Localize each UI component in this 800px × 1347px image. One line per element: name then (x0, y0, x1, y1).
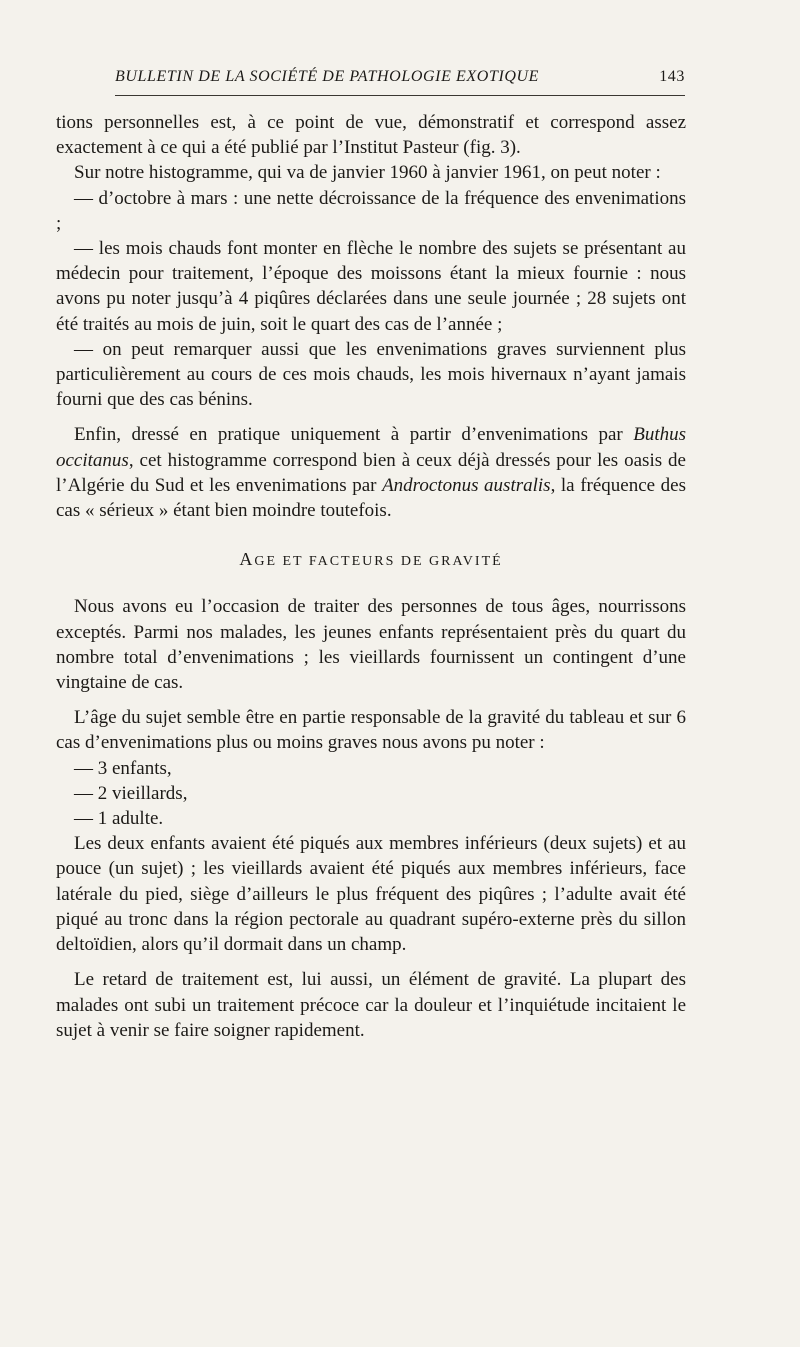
species-name: Androctonus australis (382, 474, 551, 496)
heading-initial: A (239, 549, 255, 570)
paragraph: Les deux enfants avaient été piqués aux membres inférieurs (deux sujets) et au pouce (un sujet) ; les vieillards avaient été piqués aux membres inférieurs, face latérale du pied, siège d’ailleurs le plus fréquent des piqûres ; l’adulte avait été piqué au tronc dans la région pectorale au quadrant supéro-externe près du sillon deltoïdien, alors qu’il dormait dans un champ. (56, 833, 686, 956)
page-number: 143 (659, 68, 685, 85)
running-title: BULLETIN DE LA SOCIÉTÉ DE PATHOLOGIE EXOTIQUE (115, 68, 540, 85)
paragraph: L’âge du sujet semble être en partie responsable de la gravité du tableau et sur 6 cas d’envenimations plus ou moins graves nous avons pu noter : (56, 707, 686, 754)
species-name: Buthus occitanus (56, 424, 686, 471)
paragraph: Sur notre histogramme, qui va de janvier 1960 à janvier 1961, on peut noter : (74, 162, 661, 184)
section-heading (56, 547, 686, 574)
paragraph: — d’octobre à mars : une nette décroissance de la fréquence des envenimations ; (56, 187, 686, 234)
list-item: — 3 enfants, (74, 757, 172, 779)
paragraph: tions personnelles est, à ce point de vue, démonstratif et correspond assez exactement à ce qui a été publié par l’Institut Pasteur (fig. 3). (56, 112, 686, 159)
paragraph: Le retard de traitement est, lui aussi, un élément de gravité. La plupart des malades ont subi un traitement précoce car la douleur et l’inquiétude incitaient le sujet à venir se faire soigner rapidement. (56, 969, 686, 1041)
paragraph: — on peut remarquer aussi que les envenimations graves surviennent plus particulièrement au cours de ces mois chauds, les mois hivernaux n’ayant jamais fourni que des cas bénins. (56, 338, 686, 411)
list-item: — 1 adulte. (74, 808, 164, 830)
paragraph: — les mois chauds font monter en flèche le nombre des sujets se présentant au médecin pour traitement, l’époque des moissons étant la mieux fournie : nous avons pu noter jusqu’à 4 piqûres déclarées dans une seule journée ; 28 sujets ont été traités au mois de juin, soit le quart des cas de l’année ; (56, 238, 686, 335)
paragraph (56, 422, 686, 523)
text-run: , cet histogramme correspond bien à ceux déjà dressés pour les oasis de l’Algérie du Sud et les envenimations par (56, 449, 686, 496)
text-run: , la fréquence des cas « sérieux » étant bien moindre toutefois. (56, 474, 686, 522)
heading-rest: GE ET FACTEURS DE GRAVITÉ (254, 554, 503, 570)
text-run: Enfin, dressé en pratique uniquement à partir d’envenimations par (74, 424, 634, 446)
paragraph: Nous avons eu l’occasion de traiter des personnes de tous âges, nourrissons exceptés. Parmi nos malades, les jeunes enfants représentaient près du quart du nombre total d’envenimations ; les vieillards fournissent un contingent d’une vingtaine de cas. (56, 596, 686, 694)
header-rule (115, 95, 685, 96)
article-body (56, 110, 686, 1043)
case-list (56, 756, 686, 832)
running-header (115, 68, 685, 86)
list-item: — 2 vieillards, (74, 782, 188, 804)
